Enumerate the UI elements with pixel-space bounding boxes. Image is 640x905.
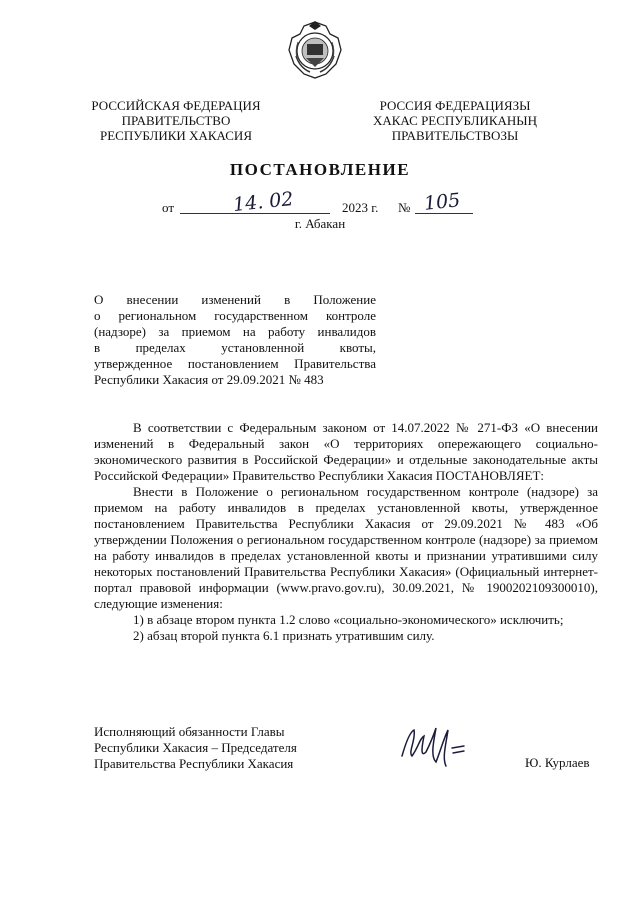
body-paragraph: Внести в Положение о региональном государственном контроле (надзоре) за приемом на работу инвалидов в пределах установленной квоты, утвержденное постановлением Правительства Республики Хакасия от 29.09.2021 № 483 «Об утверждении Положения о региональном государственном контроле (надзоре) за приемом на работу инвалидов в пределах установленной квоты и признании утратившими силу некоторых постановлений Правительства Республики Хакасия» (Официальный интернет-портал правовой информации (www.pravo.gov.ru), 30.09.2021, № 1900202109300010), следующие изменения: xyxy=(94,484,598,611)
header-right xyxy=(365,98,545,143)
handwritten-number: 105 xyxy=(422,189,462,215)
document-title: ПОСТАНОВЛЕНИЕ xyxy=(229,160,411,179)
signer-title xyxy=(94,724,297,772)
subject-line: (надзоре) за приемом на работу инвалидов xyxy=(94,324,376,339)
subject-line: Республики Хакасия от 29.09.2021 № 483 xyxy=(94,372,324,387)
handwritten-date: 14. 02 xyxy=(232,187,295,217)
header-right-line: ПРАВИТЕЛЬСТВОЗЫ xyxy=(391,128,519,143)
signee-name: Ю. Курлаев xyxy=(525,755,590,770)
signer-line: Республики Хакасия – Председателя xyxy=(94,740,297,755)
subject-line: утвержденное постановлением Правительства xyxy=(94,356,376,371)
subject-line: в пределах установленной квоты, xyxy=(94,340,376,355)
body-paragraph: В соответствии с Федеральным законом от 14.07.2022 № 271-ФЗ «О внесении изменений в Федеральный закон «О территориях опережающего социально-экономического развития в Российской Федерации» и отдельные законодательные акты Российской Федерации» Правительство Республики Хакасия ПОСТАНОВЛЯЕТ: xyxy=(94,420,598,483)
subject-line: о региональном государственном контроле xyxy=(94,308,376,323)
number-label: № xyxy=(398,200,411,215)
coat-of-arms-icon xyxy=(286,20,344,80)
document-body xyxy=(94,420,598,644)
header-left-line: РОССИЙСКАЯ ФЕДЕРАЦИЯ xyxy=(91,98,261,113)
subject-block xyxy=(94,292,376,388)
date-prefix: от xyxy=(162,200,175,215)
number-underline xyxy=(415,213,473,214)
year-label: 2023 г. xyxy=(342,200,379,215)
signer-line: Исполняющий обязанности Главы xyxy=(94,724,285,739)
handwritten-signature-icon xyxy=(396,722,468,770)
city: г. Абакан xyxy=(294,216,346,231)
body-paragraph: 2) абзац второй пункта 6.1 признать утратившим силу. xyxy=(133,628,435,643)
header-right-line: РОССИЯ ФЕДЕРАЦИЯЗЫ xyxy=(379,98,531,113)
header-left xyxy=(86,98,266,143)
signer-line: Правительства Республики Хакасия xyxy=(94,756,294,771)
header-right-line: ХАКАС РЕСПУБЛИКАНЫҢ xyxy=(372,113,538,128)
header-left-line: ПРАВИТЕЛЬСТВО xyxy=(121,113,231,128)
header-left-line: РЕСПУБЛИКИ ХАКАСИЯ xyxy=(99,128,252,143)
subject-line: О внесении изменений в Положение xyxy=(94,292,376,307)
body-paragraph: 1) в абзаце втором пункта 1.2 слово «социально-экономического» исключить; xyxy=(133,612,564,627)
